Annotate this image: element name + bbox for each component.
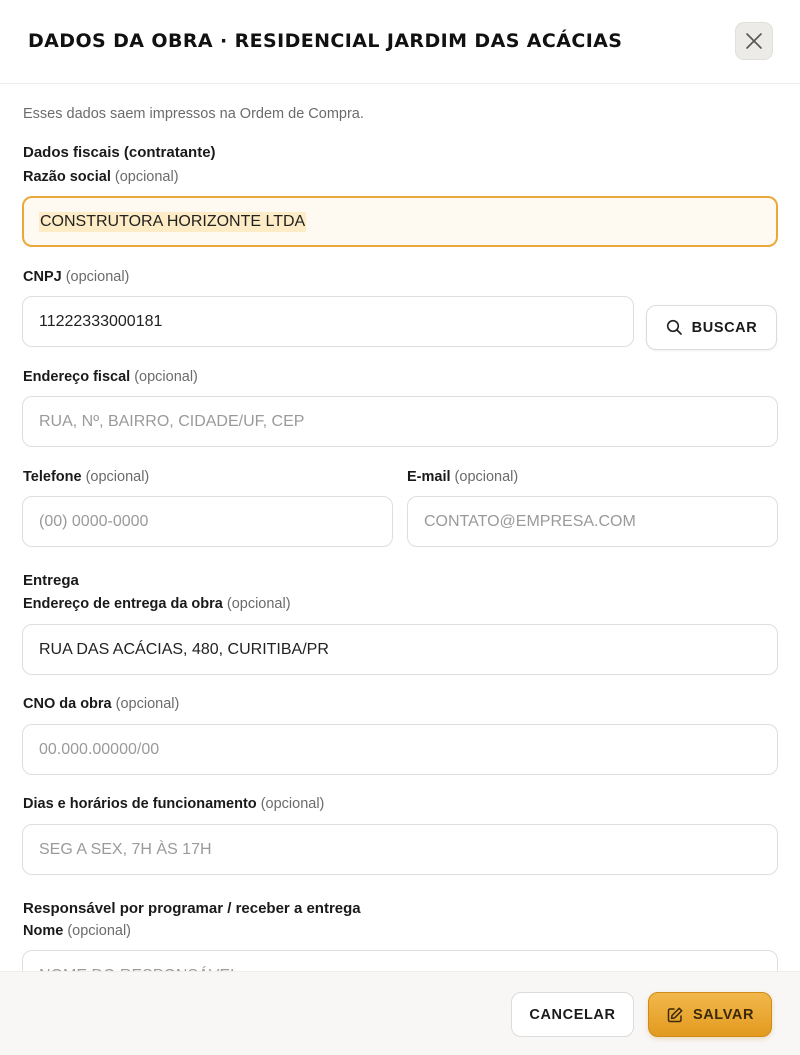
label-nome (23, 923, 131, 939)
section-title-entrega: Entrega (23, 572, 79, 589)
label-text: Telefone (23, 469, 82, 485)
cnpj-value: 11222333000181 (39, 312, 163, 330)
label-cno (23, 696, 179, 712)
optional-tag: (opcional) (260, 796, 325, 812)
dialog-title: DADOS DA OBRA · RESIDENCIAL JARDIM DAS ACÁCIAS (28, 30, 623, 52)
horarios-placeholder: SEG A SEX, 7H ÀS 17H (39, 840, 212, 858)
label-text: CNO da obra (23, 696, 112, 712)
dialog-footer (0, 971, 800, 1055)
endereco-fiscal-input[interactable] (22, 396, 778, 447)
optional-tag: (opcional) (134, 369, 198, 385)
optional-tag: (opcional) (115, 696, 180, 712)
cancel-button[interactable] (511, 992, 634, 1037)
label-text: Razão social (23, 169, 111, 185)
buscar-button[interactable] (646, 305, 777, 350)
save-label: SALVAR (692, 1006, 755, 1023)
label-email (407, 469, 518, 485)
buscar-label: BUSCAR (691, 319, 758, 336)
label-text: CNPJ (23, 269, 62, 285)
save-button[interactable] (648, 992, 772, 1037)
optional-tag: (opcional) (85, 469, 150, 485)
cno-placeholder: 00.000.00000/00 (39, 740, 160, 758)
endereco-entrega-value: RUA DAS ACÁCIAS, 480, CURITIBA/PR (39, 640, 329, 658)
label-horarios (23, 796, 324, 812)
horarios-input[interactable] (22, 824, 778, 875)
section-title-responsavel: Responsável por programar / receber a entrega (23, 900, 361, 917)
optional-tag: (opcional) (114, 169, 179, 185)
close-icon (745, 32, 763, 50)
dialog-body[interactable] (0, 84, 800, 971)
search-icon (666, 319, 683, 336)
telefone-placeholder: (00) 0000-0000 (39, 512, 149, 530)
label-cnpj (23, 269, 129, 285)
label-text: Endereço de entrega da obra (23, 596, 223, 612)
cnpj-input[interactable] (22, 296, 634, 347)
optional-tag: (opcional) (65, 269, 130, 285)
label-text: Nome (23, 923, 64, 939)
optional-tag: (opcional) (67, 923, 131, 939)
email-placeholder: CONTATO@EMPRESA.COM (424, 512, 636, 530)
label-text: Endereço fiscal (23, 369, 131, 385)
section-title-fiscal: Dados fiscais (contratante) (23, 144, 216, 161)
optional-tag: (opcional) (454, 469, 519, 485)
label-endereco-entrega (23, 596, 291, 612)
label-telefone (23, 469, 149, 485)
endereco-entrega-input[interactable] (22, 624, 778, 675)
edit-icon (666, 1006, 684, 1024)
razao-social-value: CONSTRUTORA HORIZONTE LTDA (40, 212, 306, 230)
label-razao-social (23, 169, 179, 185)
label-text: E-mail (407, 469, 451, 485)
cancel-label: CANCELAR (529, 1006, 616, 1023)
optional-tag: (opcional) (226, 596, 291, 612)
razao-social-input[interactable] (22, 196, 778, 247)
close-button[interactable] (735, 22, 773, 60)
label-endereco-fiscal (23, 369, 198, 385)
endereco-fiscal-placeholder: RUA, Nº, BAIRRO, CIDADE/UF, CEP (39, 412, 305, 430)
dialog-header (0, 0, 800, 84)
label-text: Dias e horários de funcionamento (23, 796, 257, 812)
cno-input[interactable] (22, 724, 778, 775)
telefone-input[interactable] (22, 496, 393, 547)
email-input[interactable] (407, 496, 778, 547)
intro-text: Esses dados saem impressos na Ordem de Compra. (23, 106, 364, 122)
